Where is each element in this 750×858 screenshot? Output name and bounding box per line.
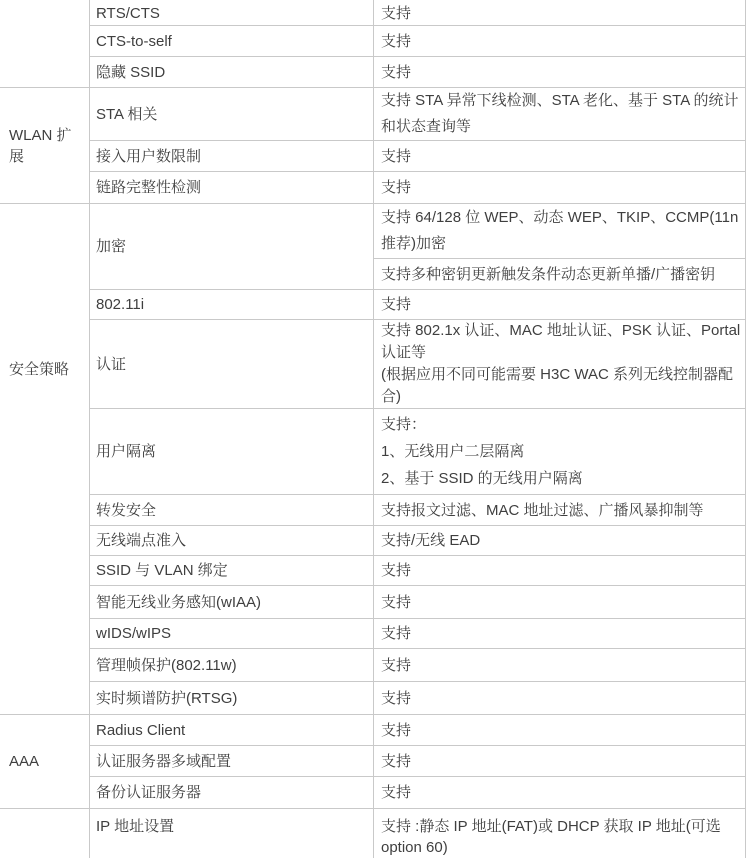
value-text: 支持 STA 异常下线检测、STA 老化、基于 STA 的统计和状态查询等 (381, 92, 739, 135)
value-text: 支持 (381, 147, 412, 165)
value-cell (374, 586, 746, 619)
table-row (0, 777, 746, 809)
category-cell (0, 809, 90, 858)
table-row (0, 649, 746, 682)
feature-cell (90, 141, 374, 172)
table-row (0, 26, 746, 57)
value-text: 支持 (381, 689, 412, 707)
table-row (0, 141, 746, 172)
value-cell (374, 649, 746, 682)
feature-label: CTS-to-self (96, 32, 172, 50)
feature-cell (90, 409, 374, 495)
table-row (0, 526, 746, 556)
feature-cell (90, 290, 374, 320)
table-row (0, 290, 746, 320)
feature-cell (90, 746, 374, 777)
value-cell (374, 204, 746, 290)
feature-cell (90, 26, 374, 57)
value-cell (374, 495, 746, 526)
category-label: AAA (9, 753, 40, 770)
value-line: 支持 64/128 位 WEP、动态 WEP、TKIP、CCMP(11n 推荐)加密 (374, 204, 745, 259)
feature-label: 实时频谱防护(RTSG) (96, 689, 238, 707)
value-line: 支持 802.1x 认证、MAC 地址认证、PSK 认证、Portal 认证等 (381, 322, 741, 361)
feature-cell (90, 619, 374, 649)
value-cell (374, 526, 746, 556)
category-cell (0, 88, 90, 204)
feature-label: RTS/CTS (96, 5, 160, 22)
value-line: 2、基于 SSID 的无线用户隔离 (381, 470, 583, 487)
value-cell (374, 682, 746, 715)
feature-cell (90, 0, 374, 26)
value-text: 支持 (381, 179, 412, 196)
table-row (0, 495, 746, 526)
value-text: 支持 (381, 296, 412, 313)
table-row (0, 809, 746, 858)
value-cell (374, 290, 746, 320)
value-line: (根据应用不同可能需要 H3C WAC 系列无线控制器配合) (381, 366, 733, 405)
feature-cell (90, 649, 374, 682)
value-text: 支持/无线 EAD (381, 532, 481, 549)
table-row (0, 715, 746, 746)
category-cell (0, 715, 90, 809)
value-cell (374, 320, 746, 409)
value-cell (374, 409, 746, 495)
value-text: 支持 (381, 784, 412, 801)
value-cell (374, 556, 746, 586)
value-cell (374, 0, 746, 26)
category-cell (0, 0, 90, 88)
table-row (0, 619, 746, 649)
table-row (0, 57, 746, 88)
table-row (0, 746, 746, 777)
value-text: 支持 (381, 625, 412, 642)
feature-label: 认证 (96, 355, 127, 373)
feature-label: 备份认证服务器 (96, 784, 202, 801)
value-text: 支持 (381, 63, 412, 81)
value-cell (374, 777, 746, 809)
value-text: 支持 (381, 656, 412, 674)
value-text: 支持 (381, 5, 412, 22)
value-cell (374, 88, 746, 141)
value-text: 支持 :静态 IP 地址(FAT)或 DHCP 获取 IP 地址(可选 option 60) (381, 818, 721, 856)
feature-label: 链路完整性检测 (96, 179, 202, 196)
feature-label: 无线端点准入 (96, 532, 187, 549)
table-row (0, 586, 746, 619)
feature-label: 智能无线业务感知(wIAA) (96, 593, 262, 611)
feature-label: IP 地址设置 (96, 818, 175, 835)
feature-cell (90, 57, 374, 88)
feature-cell (90, 715, 374, 746)
feature-label: 隐藏 SSID (96, 63, 166, 81)
table-row (0, 320, 746, 409)
value-cell (374, 57, 746, 88)
value-cell (374, 619, 746, 649)
table-row (0, 0, 746, 26)
table-row (0, 409, 746, 495)
feature-cell (90, 204, 374, 290)
feature-cell (90, 172, 374, 204)
table-row (0, 682, 746, 715)
feature-cell (90, 526, 374, 556)
table-row (0, 88, 746, 141)
feature-label: 接入用户数限制 (96, 147, 202, 165)
value-cell (374, 141, 746, 172)
feature-cell (90, 682, 374, 715)
feature-label: SSID 与 VLAN 绑定 (96, 562, 228, 579)
feature-cell (90, 495, 374, 526)
category-label: WLAN 扩展 (9, 126, 72, 165)
feature-label: 802.11i (96, 296, 145, 313)
category-label: 安全策略 (9, 361, 70, 378)
value-text: 支持 (381, 562, 412, 579)
feature-cell (90, 556, 374, 586)
value-text: 支持 (381, 721, 412, 739)
value-cell (374, 26, 746, 57)
feature-label: STA 相关 (96, 105, 158, 123)
value-line: 1、无线用户二层隔离 (381, 443, 525, 460)
feature-cell (90, 809, 374, 858)
value-cell (374, 715, 746, 746)
feature-label: wIDS/wIPS (96, 625, 172, 642)
feature-label: 转发安全 (96, 501, 157, 519)
value-cell (374, 746, 746, 777)
value-text: 支持 (381, 593, 412, 611)
value-text: 支持 (381, 752, 412, 770)
feature-label: Radius Client (96, 721, 186, 739)
value-cell (374, 172, 746, 204)
table-row (0, 556, 746, 586)
feature-label: 认证服务器多域配置 (96, 752, 232, 770)
feature-cell (90, 586, 374, 619)
value-text: 支持报文过滤、MAC 地址过滤、广播风暴抑制等 (381, 501, 704, 519)
table-row (0, 204, 746, 290)
feature-label: 用户隔离 (96, 443, 157, 460)
table-row (0, 172, 746, 204)
feature-cell (90, 88, 374, 141)
feature-cell (90, 777, 374, 809)
value-line: 支持： (381, 416, 427, 433)
feature-label: 管理帧保护(802.11w) (96, 656, 237, 674)
category-cell (0, 204, 90, 715)
feature-label: 加密 (96, 238, 127, 255)
value-line: 支持多种密钥更新触发条件动态更新单播/广播密钥 (381, 265, 716, 283)
feature-cell (90, 320, 374, 409)
value-text: 支持 (381, 32, 412, 50)
value-cell (374, 809, 746, 858)
